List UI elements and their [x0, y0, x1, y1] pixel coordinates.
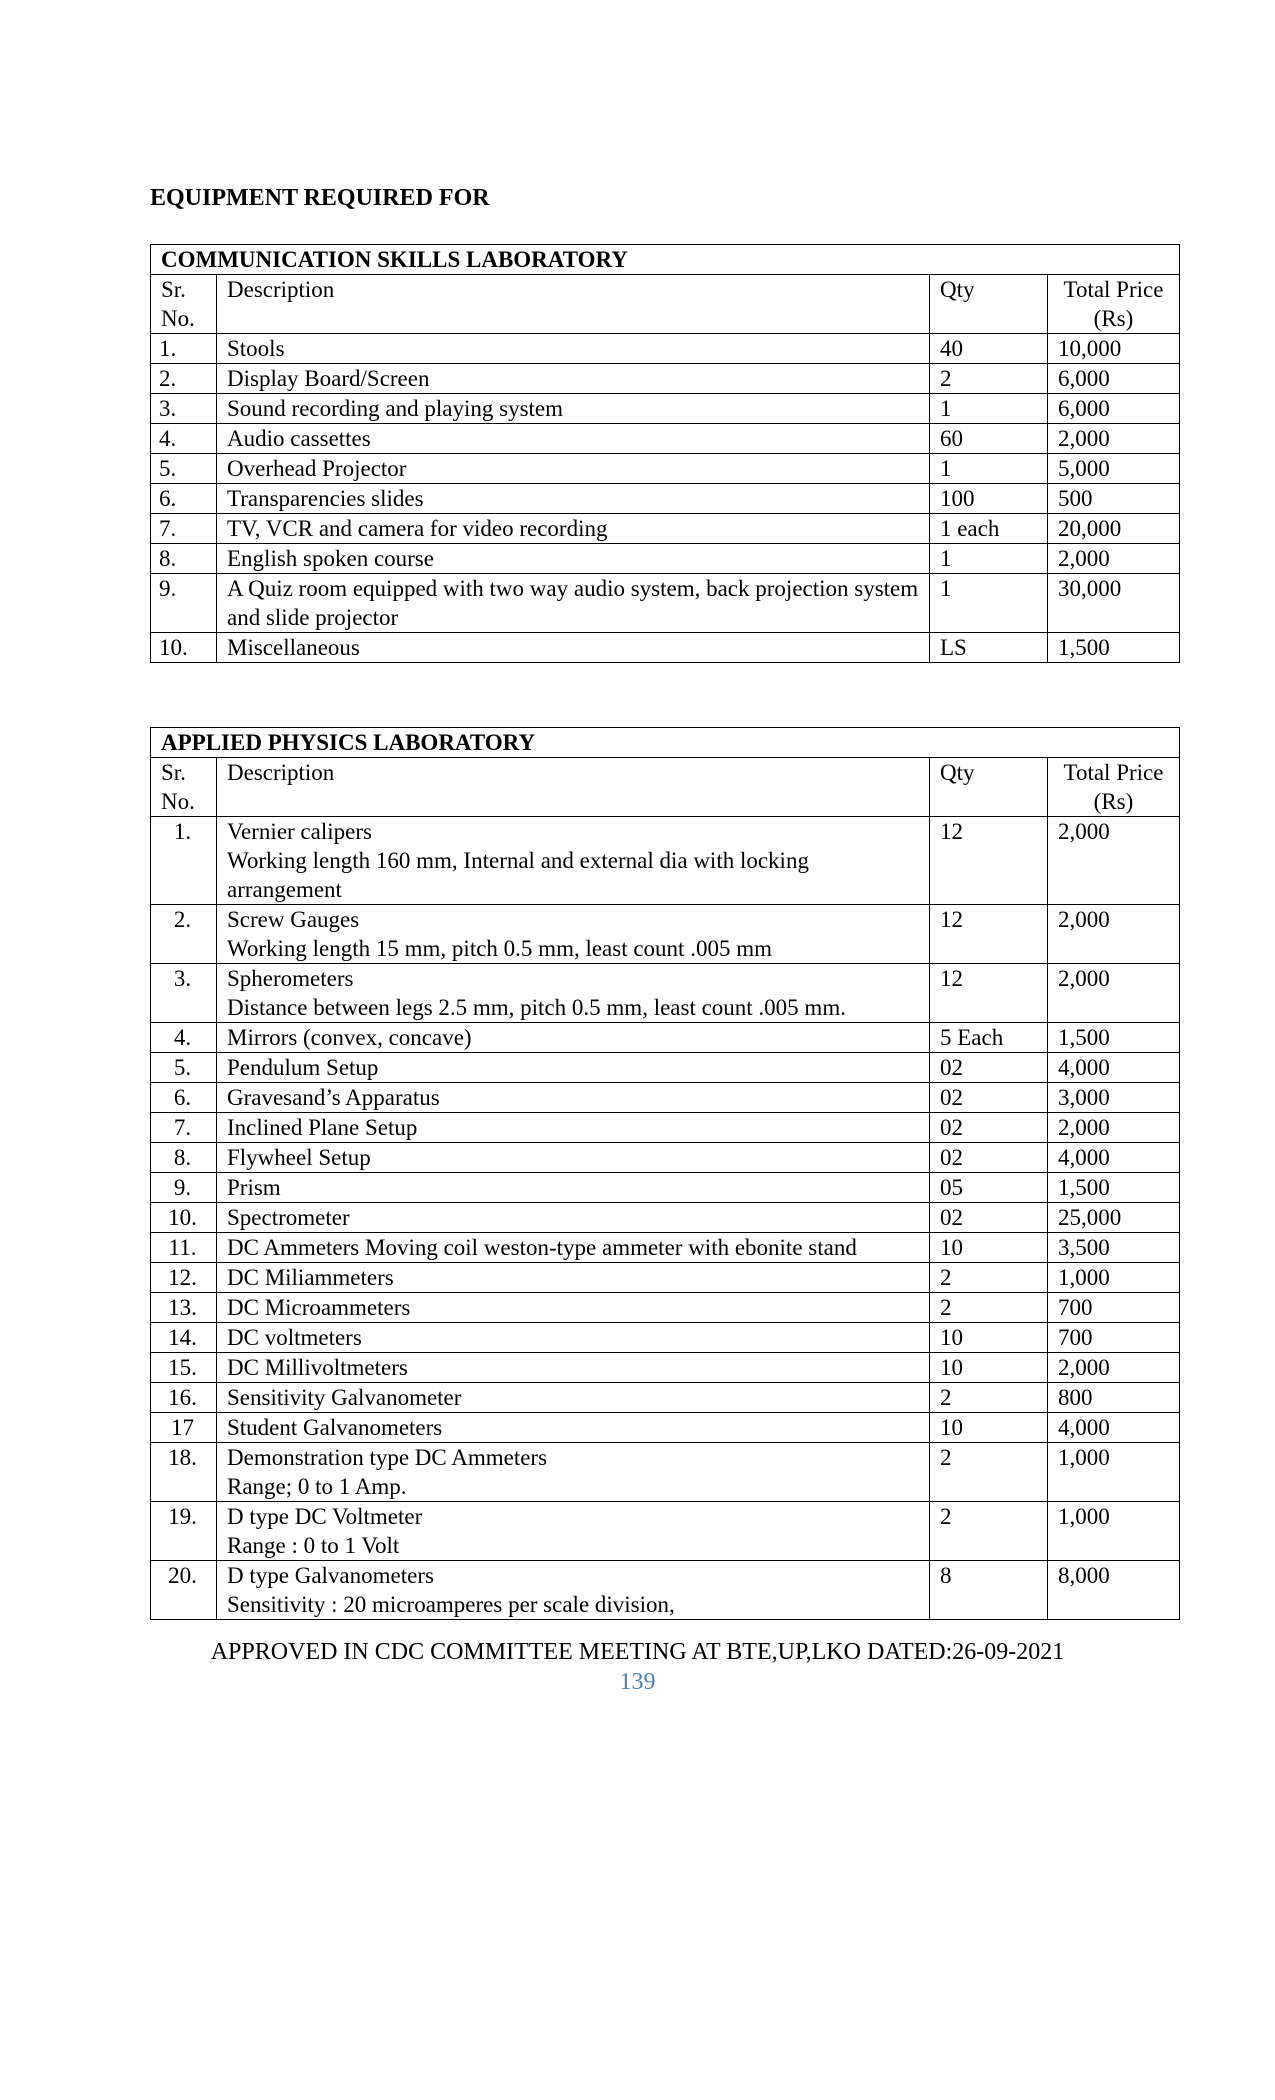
description-line: Transparencies slides [227, 486, 424, 511]
cell-qty: 12 [929, 817, 1047, 905]
cell-sr: 10. [151, 1203, 217, 1233]
cell-description [217, 1053, 930, 1083]
cell-sr: 12. [151, 1263, 217, 1293]
cell-sr: 16. [151, 1383, 217, 1413]
description-line: Sensitivity Galvanometer [227, 1385, 462, 1410]
cell-price: 800 [1047, 1383, 1179, 1413]
cell-price: 2,000 [1047, 1113, 1179, 1143]
cell-qty: 02 [929, 1143, 1047, 1173]
description-line: Stools [227, 336, 285, 361]
table-title-row [151, 728, 1180, 758]
cell-price: 10,000 [1047, 334, 1179, 364]
cell-sr: 7. [151, 1113, 217, 1143]
cell-price: 2,000 [1047, 1353, 1179, 1383]
cell-description [217, 817, 930, 905]
table-row [151, 424, 1180, 454]
cell-description [217, 484, 930, 514]
cell-description [217, 1293, 930, 1323]
table-row [151, 1113, 1180, 1143]
cell-price: 3,500 [1047, 1233, 1179, 1263]
cell-qty: 02 [929, 1113, 1047, 1143]
table-row [151, 1023, 1180, 1053]
cell-description [217, 1263, 930, 1293]
cell-price: 1,500 [1047, 1023, 1179, 1053]
cell-sr: 4. [151, 424, 217, 454]
cell-sr: 5. [151, 454, 217, 484]
cell-qty: 40 [929, 334, 1047, 364]
description-line: D type Galvanometers [227, 1563, 434, 1588]
cell-qty: 1 each [929, 514, 1047, 544]
col-header-price: Total Price (Rs) [1047, 275, 1179, 334]
description-line: Inclined Plane Setup [227, 1115, 418, 1140]
applied-physics-table [150, 727, 1180, 1620]
cell-qty: 02 [929, 1203, 1047, 1233]
cell-sr: 9. [151, 1173, 217, 1203]
cell-qty: 2 [929, 1502, 1047, 1561]
cell-price: 2,000 [1047, 544, 1179, 574]
cell-sr: 1. [151, 817, 217, 905]
page-number: 139 [619, 1669, 656, 1695]
cell-price: 2,000 [1047, 424, 1179, 454]
cell-price: 1,000 [1047, 1263, 1179, 1293]
cell-sr: 2. [151, 364, 217, 394]
cell-qty: 02 [929, 1083, 1047, 1113]
cell-sr: 8. [151, 1143, 217, 1173]
communication-skills-table [150, 244, 1180, 663]
cell-price: 700 [1047, 1293, 1179, 1323]
description-line: Screw Gauges [227, 907, 360, 932]
cell-description [217, 633, 930, 663]
description-line: Sensitivity : 20 microamperes per scale division, [227, 1592, 675, 1617]
cell-description [217, 1023, 930, 1053]
table-row [151, 1233, 1180, 1263]
table-row [151, 1143, 1180, 1173]
cell-sr: 17 [151, 1413, 217, 1443]
description-line: Display Board/Screen [227, 366, 430, 391]
table-row [151, 454, 1180, 484]
table-row [151, 514, 1180, 544]
description-line: Overhead Projector [227, 456, 407, 481]
description-line: Miscellaneous [227, 635, 360, 660]
cell-sr: 20. [151, 1561, 217, 1620]
table-row [151, 1323, 1180, 1353]
table-row [151, 544, 1180, 574]
cell-price: 2,000 [1047, 964, 1179, 1023]
description-line: Distance between legs 2.5 mm, pitch 0.5 mm, least count .005 mm. [227, 995, 846, 1020]
cell-description [217, 1323, 930, 1353]
cell-qty: 1 [929, 394, 1047, 424]
col-header-qty: Qty [929, 758, 1047, 817]
cell-price: 3,000 [1047, 1083, 1179, 1113]
table-row [151, 1263, 1180, 1293]
cell-description [217, 544, 930, 574]
cell-qty: LS [929, 633, 1047, 663]
cell-qty: 12 [929, 964, 1047, 1023]
cell-price: 4,000 [1047, 1143, 1179, 1173]
cell-qty: 10 [929, 1353, 1047, 1383]
table-row [151, 1502, 1180, 1561]
cell-qty: 02 [929, 1053, 1047, 1083]
cell-price: 30,000 [1047, 574, 1179, 633]
table-row [151, 1203, 1180, 1233]
description-line: Mirrors (convex, concave) [227, 1025, 472, 1050]
table-row [151, 1443, 1180, 1502]
table-row [151, 334, 1180, 364]
cell-sr: 18. [151, 1443, 217, 1502]
table-header-row [151, 275, 1180, 334]
table-title: APPLIED PHYSICS LABORATORY [151, 728, 1180, 758]
table-row [151, 1413, 1180, 1443]
table-row [151, 1053, 1180, 1083]
cell-qty: 05 [929, 1173, 1047, 1203]
table-row [151, 633, 1180, 663]
table-row [151, 394, 1180, 424]
description-line: Vernier calipers [227, 819, 372, 844]
cell-sr: 1. [151, 334, 217, 364]
table-row [151, 1561, 1180, 1620]
cell-sr: 14. [151, 1323, 217, 1353]
cell-description [217, 514, 930, 544]
cell-sr: 13. [151, 1293, 217, 1323]
cell-price: 1,500 [1047, 1173, 1179, 1203]
cell-price: 20,000 [1047, 514, 1179, 544]
col-header-sr: Sr. No. [151, 275, 217, 334]
cell-description [217, 1083, 930, 1113]
description-line: A Quiz room equipped with two way audio system, back projection system and slide projector [227, 576, 919, 630]
cell-qty: 10 [929, 1233, 1047, 1263]
table-body [151, 817, 1180, 1620]
cell-qty: 10 [929, 1413, 1047, 1443]
cell-description [217, 334, 930, 364]
description-line: Student Galvanometers [227, 1415, 443, 1440]
cell-description [217, 1383, 930, 1413]
cell-price: 6,000 [1047, 364, 1179, 394]
cell-qty: 10 [929, 1323, 1047, 1353]
description-line: Audio cassettes [227, 426, 371, 451]
description-line: Gravesand’s Apparatus [227, 1085, 440, 1110]
cell-description [217, 1443, 930, 1502]
table-row [151, 1083, 1180, 1113]
cell-sr: 5. [151, 1053, 217, 1083]
cell-sr: 8. [151, 544, 217, 574]
cell-description [217, 1353, 930, 1383]
description-line: Flywheel Setup [227, 1145, 371, 1170]
cell-qty: 1 [929, 574, 1047, 633]
description-line: Spherometers [227, 966, 354, 991]
cell-qty: 2 [929, 1383, 1047, 1413]
cell-sr: 3. [151, 394, 217, 424]
cell-sr: 11. [151, 1233, 217, 1263]
description-line: Working length 15 mm, pitch 0.5 mm, least count .005 mm [227, 936, 772, 961]
table-header-row [151, 758, 1180, 817]
description-line: Demonstration type DC Ammeters [227, 1445, 548, 1470]
description-line: D type DC Voltmeter [227, 1504, 423, 1529]
table-row [151, 905, 1180, 964]
description-line: Range; 0 to 1 Amp. [227, 1474, 407, 1499]
cell-price: 1,000 [1047, 1502, 1179, 1561]
cell-qty: 2 [929, 1263, 1047, 1293]
description-line: Working length 160 mm, Internal and external dia with locking arrangement [227, 848, 809, 902]
cell-description [217, 1143, 930, 1173]
cell-price: 1,500 [1047, 633, 1179, 663]
col-header-description: Description [217, 275, 930, 334]
col-header-price: Total Price (Rs) [1047, 758, 1179, 817]
cell-price: 1,000 [1047, 1443, 1179, 1502]
table-title-row [151, 245, 1180, 275]
description-line: TV, VCR and camera for video recording [227, 516, 608, 541]
cell-price: 5,000 [1047, 454, 1179, 484]
description-line: DC Microammeters [227, 1295, 411, 1320]
cell-qty: 12 [929, 905, 1047, 964]
cell-description [217, 394, 930, 424]
col-header-qty: Qty [929, 275, 1047, 334]
cell-sr: 3. [151, 964, 217, 1023]
cell-description [217, 1233, 930, 1263]
cell-description [217, 1113, 930, 1143]
cell-description [217, 1561, 930, 1620]
cell-description [217, 1203, 930, 1233]
table-row [151, 1353, 1180, 1383]
cell-price: 4,000 [1047, 1053, 1179, 1083]
description-line: English spoken course [227, 546, 434, 571]
cell-description [217, 364, 930, 394]
table-row [151, 817, 1180, 905]
cell-qty: 2 [929, 1293, 1047, 1323]
cell-sr: 9. [151, 574, 217, 633]
description-line: Prism [227, 1175, 281, 1200]
description-line: Spectrometer [227, 1205, 350, 1230]
cell-description [217, 1173, 930, 1203]
cell-qty: 60 [929, 424, 1047, 454]
cell-qty: 5 Each [929, 1023, 1047, 1053]
description-line: DC Millivoltmeters [227, 1355, 408, 1380]
cell-sr: 19. [151, 1502, 217, 1561]
cell-description [217, 1413, 930, 1443]
cell-qty: 1 [929, 544, 1047, 574]
cell-qty: 1 [929, 454, 1047, 484]
table-row [151, 364, 1180, 394]
table-body [151, 334, 1180, 663]
col-header-sr: Sr. No. [151, 758, 217, 817]
cell-sr: 15. [151, 1353, 217, 1383]
table-row [151, 484, 1180, 514]
approval-footer: APPROVED IN CDC COMMITTEE MEETING AT BTE,UP,LKO DATED:26-09-2021 [210, 1639, 1065, 1665]
cell-price: 25,000 [1047, 1203, 1179, 1233]
cell-price: 500 [1047, 484, 1179, 514]
cell-qty: 100 [929, 484, 1047, 514]
cell-sr: 4. [151, 1023, 217, 1053]
cell-price: 2,000 [1047, 905, 1179, 964]
cell-sr: 10. [151, 633, 217, 663]
cell-sr: 6. [151, 1083, 217, 1113]
cell-description [217, 574, 930, 633]
cell-price: 8,000 [1047, 1561, 1179, 1620]
cell-qty: 2 [929, 364, 1047, 394]
cell-qty: 2 [929, 1443, 1047, 1502]
table-row [151, 574, 1180, 633]
description-line: Pendulum Setup [227, 1055, 379, 1080]
table-row [151, 964, 1180, 1023]
cell-sr: 2. [151, 905, 217, 964]
description-line: DC voltmeters [227, 1325, 362, 1350]
cell-description [217, 424, 930, 454]
table-row [151, 1293, 1180, 1323]
cell-price: 700 [1047, 1323, 1179, 1353]
page-heading: EQUIPMENT REQUIRED FOR [150, 185, 490, 211]
cell-description [217, 454, 930, 484]
description-line: DC Miliammeters [227, 1265, 394, 1290]
cell-qty: 8 [929, 1561, 1047, 1620]
cell-price: 6,000 [1047, 394, 1179, 424]
cell-price: 2,000 [1047, 817, 1179, 905]
col-header-description: Description [217, 758, 930, 817]
cell-price: 4,000 [1047, 1413, 1179, 1443]
table-row [151, 1173, 1180, 1203]
cell-description [217, 1502, 930, 1561]
cell-sr: 7. [151, 514, 217, 544]
description-line: DC Ammeters Moving coil weston-type ammeter with ebonite stand [227, 1235, 857, 1260]
description-line: Sound recording and playing system [227, 396, 564, 421]
cell-description [217, 905, 930, 964]
table-row [151, 1383, 1180, 1413]
table-title: COMMUNICATION SKILLS LABORATORY [151, 245, 1180, 275]
cell-sr: 6. [151, 484, 217, 514]
cell-description [217, 964, 930, 1023]
description-line: Range : 0 to 1 Volt [227, 1533, 400, 1558]
